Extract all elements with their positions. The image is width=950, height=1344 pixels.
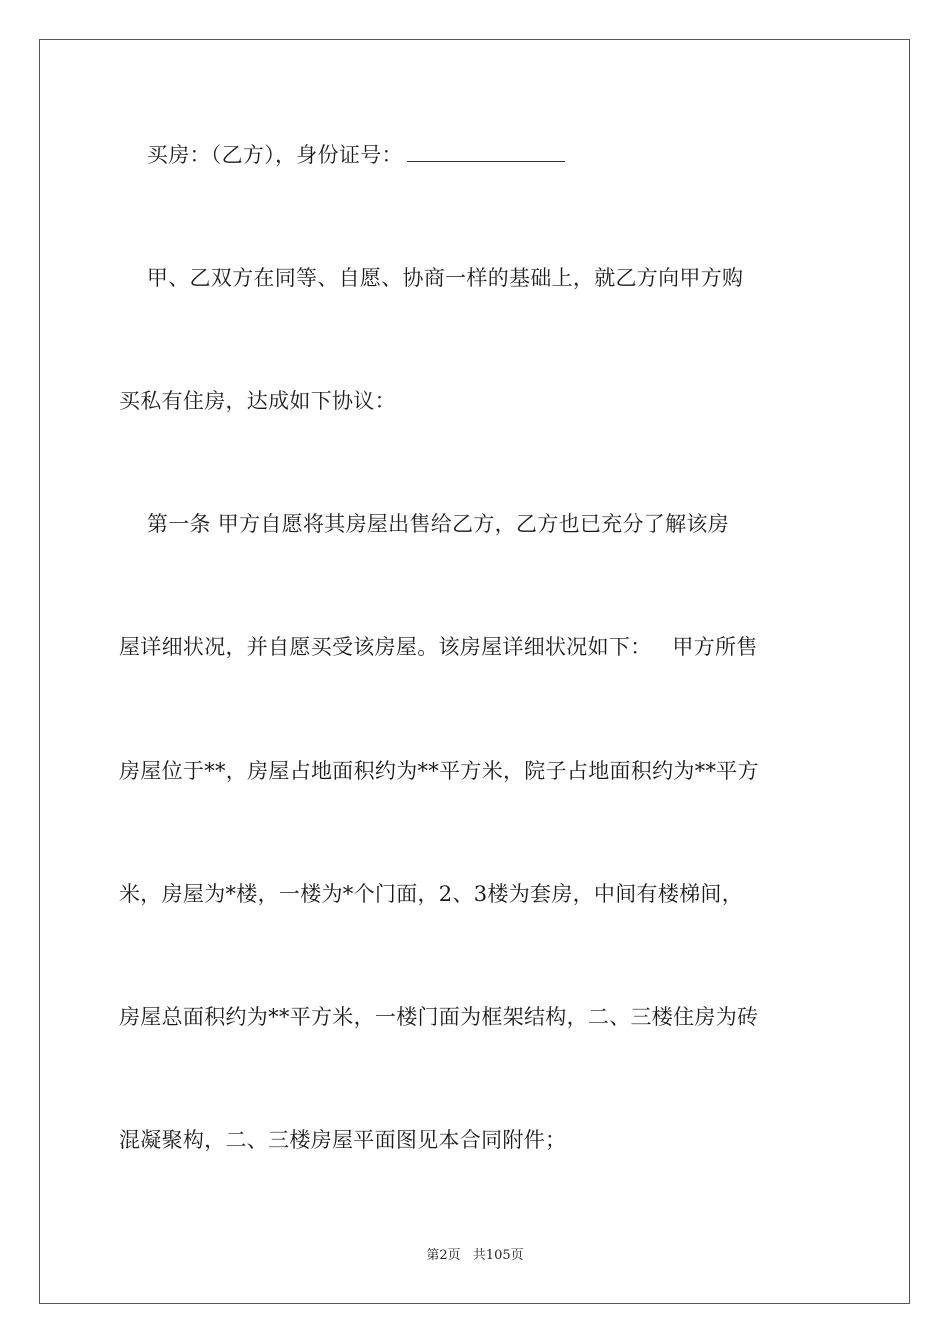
- paragraph-line: 米，房屋为*楼，一楼为*个门面，2、3楼为套房，中间有楼梯间，: [119, 882, 744, 906]
- buyer-label: 买房：（乙方），身份证号：: [119, 143, 403, 167]
- page-number: 第2页: [426, 1248, 461, 1263]
- buyer-line: [119, 140, 834, 170]
- paragraph-line: 房屋位于**，房屋占地面积约为**平方米，院子占地面积约为**平方: [119, 759, 759, 783]
- total-pages: 共105页: [472, 1248, 524, 1263]
- paragraph-line: 房屋总面积约为**平方米，一楼门面为框架结构，二、三楼住房为砖: [119, 1005, 759, 1029]
- paragraph-line: 甲、乙双方在同等、自愿、协商一样的基础上，就乙方向甲方购: [119, 266, 744, 290]
- paragraph-line: 买私有住房，达成如下协议：: [119, 389, 396, 413]
- paragraph-line: 屋详细状况，并自愿买受该房屋。该房屋详细状况如下： 甲方所售: [119, 635, 758, 659]
- page-border: [39, 39, 910, 1304]
- paragraph-line: 混凝聚构，二、三楼房屋平面图见本合同附件；: [119, 1128, 567, 1152]
- page-footer: [0, 1247, 950, 1265]
- id-number-blank: [407, 141, 565, 162]
- paragraph-line: 第一条 甲方自愿将其房屋出售给乙方，乙方也已充分了解该房: [119, 512, 729, 536]
